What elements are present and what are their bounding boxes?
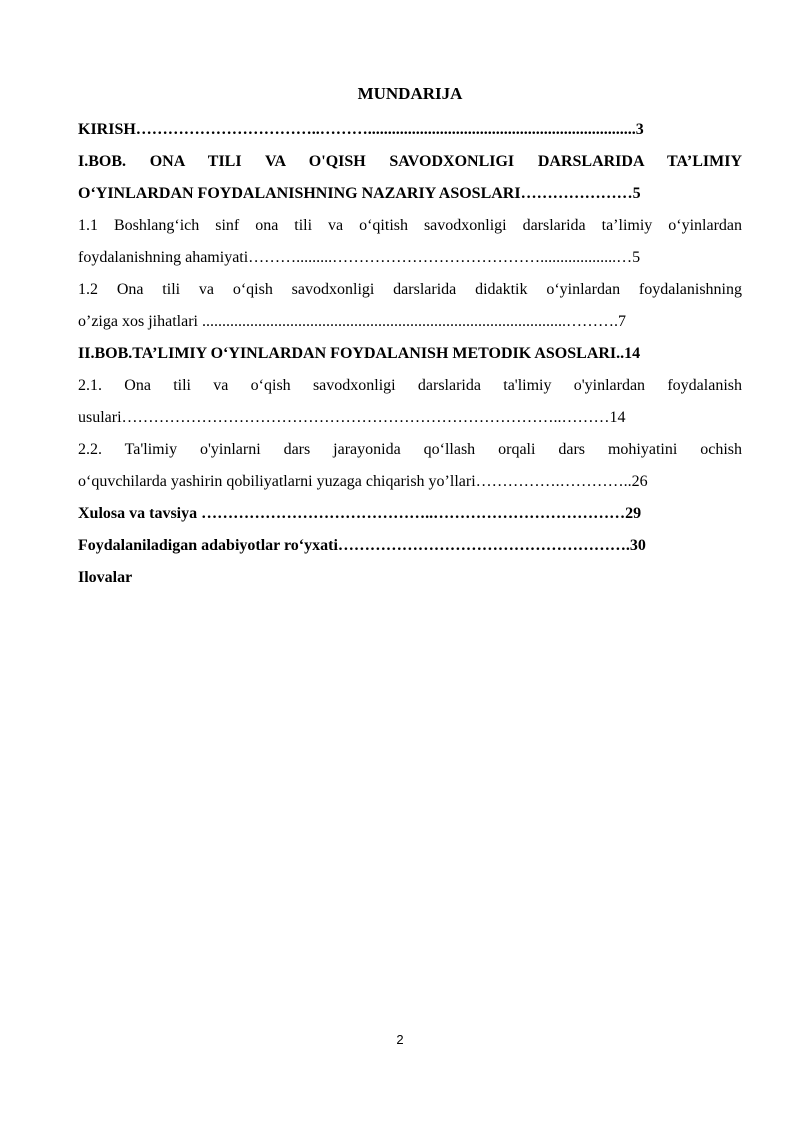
toc-line-9: 2.1. Ona tili va o‘qish savodxonligi darslarida ta'limiy o'yinlardan foydalanish <box>78 377 742 394</box>
toc-line-2: I.BOB. ONA TILI VA O'QISH SAVODXONLIGI DARSLARIDA TA’LIMIY <box>78 153 742 170</box>
toc-line-7: o’ziga xos jihatlari ...........................................................................................……….7 <box>78 313 626 330</box>
toc-line-8: II.BOB.TA’LIMIY O‘YINLARDAN FOYDALANISH METODIK ASOSLARI..14 <box>78 345 641 362</box>
toc-line-13: Xulosa va tavsiya ……………………………………..………………………………29 <box>78 505 642 522</box>
toc-line-5: foydalanishning ahamiyati……….........…………………………………...................…5 <box>78 249 641 266</box>
toc-line-12: o‘quvchilarda yashirin qobiliyatlarni yuzaga chiqarish yo’llari…………….…………..26 <box>78 473 648 490</box>
toc-line-6: 1.2 Ona tili va o‘qish savodxonligi darslarida didaktik o‘yinlardan foydalanishning <box>78 281 742 298</box>
toc-line-11: 2.2. Ta'limiy o'yinlarni dars jarayonida qo‘llash orqali dars mohiyatini ochish <box>78 441 742 458</box>
page-title: MUNDARIJA <box>357 84 463 103</box>
toc-line-15: Ilovalar <box>78 569 133 586</box>
toc-line-14: Foydalaniladigan adabiyotlar ro‘yxati……………………………………………….30 <box>78 537 646 554</box>
page-number: 2 <box>396 1032 404 1047</box>
toc-line-4: 1.1 Boshlang‘ich sinf ona tili va o‘qitish savodxonligi darslarida ta’limiy o‘yinlardan <box>78 217 742 234</box>
toc-line-10: usulari………………………………………………………………………..………14 <box>78 409 626 426</box>
toc-line-3: O‘YINLARDAN FOYDALANISHNING NAZARIY ASOSLARI…………………5 <box>78 185 641 202</box>
table-of-contents <box>78 114 742 594</box>
toc-line-1: KIRISH……………………………..………...................................................................3 <box>78 121 644 138</box>
